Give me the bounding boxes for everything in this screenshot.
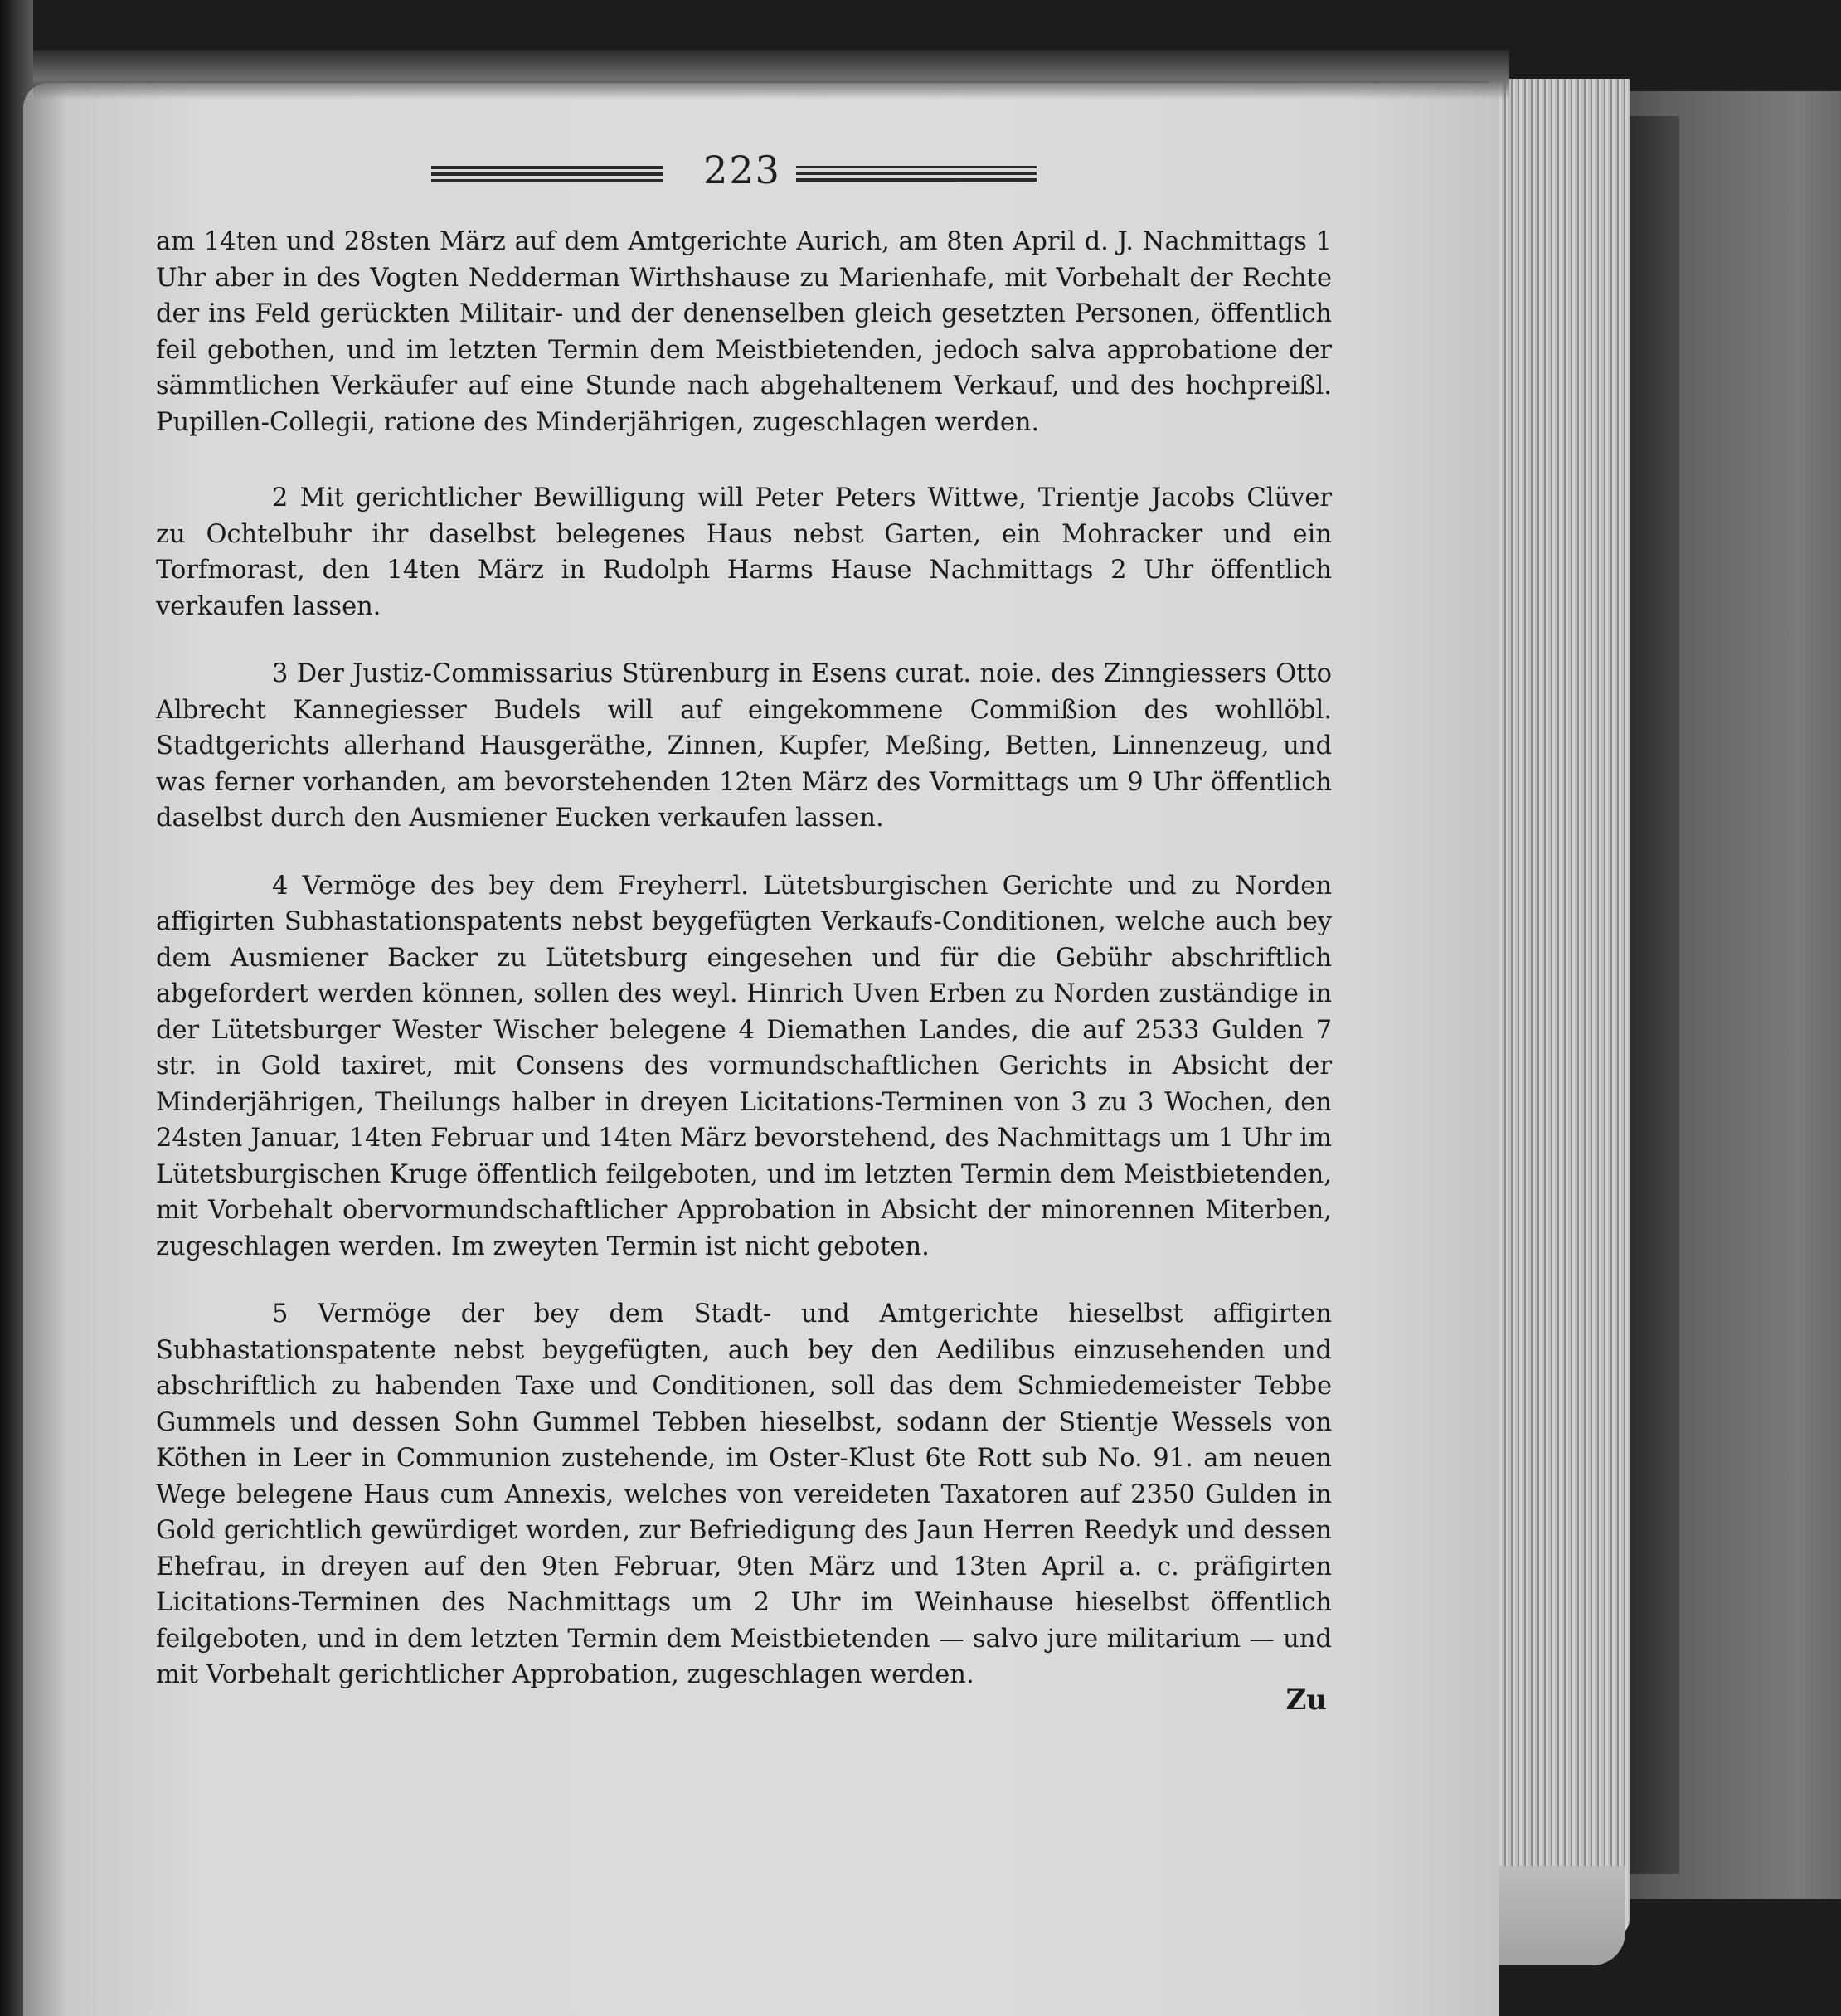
paragraph-4 xyxy=(156,868,1332,1265)
paragraph-2 xyxy=(156,480,1332,624)
paragraph-text: Mit gerichtlicher Bewilligung will Peter Peters Wittwe, Trientje Jacobs Clüver zu Ochtelbuhr ihr daselbst belegenes Haus nebst Garten, ein Mohracker und ein Torfmorast, den 14ten März in Rudolph Harms Hause Nachmittags 2 Uhr öffentlich verkaufen lassen. xyxy=(156,483,1332,621)
header-rule-right xyxy=(796,166,1037,182)
paragraph-text: Der Justiz-Commissarius Stürenburg in Esens curat. noie. des Zinngiessers Otto Albrecht Kannegiesser Budels will auf eingekommene Commißion des wohllöbl. Stadtgerichts allerhand Hausgeräthe, Zinnen, Kupfer, Meßing, Betten, Linnenzeug, und was ferner vorhanden, am bevorstehenden 12ten März des Vormittags um 9 Uhr öffentlich daselbst durch den Ausmiener Eucken verkaufen lassen. xyxy=(156,659,1332,833)
paragraph-number: 3 xyxy=(272,659,289,688)
book-cover-inner xyxy=(1630,116,1679,1874)
paragraph-text: am 14ten und 28sten März auf dem Amtgerichte Aurich, am 8ten April d. J. Nachmittags 1 Uhr aber in des Vogten Nedderman Wirthshause zu Marienhafe, mit Vorbehalt der Rechte der ins Feld gerückten Militair- und der denenselben gleich gesetzten Personen, öffentlich feil gebothen, und im letzten Termin dem Meistbietenden, jedoch salva approbatione der sämmtlichen Verkäufer auf eine Stunde nach abgehaltenem Verkauf, und des hochpreißl. Pupillen-Collegii, ratione des Minderjährigen, zugeschlagen werden. xyxy=(156,227,1332,437)
page-header xyxy=(431,148,1045,197)
page-edges xyxy=(1489,79,1630,1936)
paragraph-number: 5 xyxy=(272,1299,289,1329)
page-number: 223 xyxy=(703,148,781,192)
paragraph-1 xyxy=(156,224,1332,440)
paragraph-3 xyxy=(156,656,1332,837)
paragraph-text: Vermöge des bey dem Freyherrl. Lütetsburgischen Gerichte und zu Norden affigirten Subhastationspatents nebst beygefügten Verkaufs-Conditionen, welche auch bey dem Ausmiener Backer zu Lütetsburg eingesehen und für die Gebühr abschriftlich abgefordert werden können, sollen des weyl. Hinrich Uven Erben zu Norden zuständige in der Lütetsburger Wester Wischer belegene 4 Diemathen Landes, die auf 2533 Gulden 7 str. in Gold taxiret, mit Consens des vormundschaftlichen Gerichts in Absicht der Minderjährigen, Theilungs halber in dreyen Licitations-Terminen von 3 zu 3 Wochen, den 24sten Januar, 14ten Februar und 14ten März bevorstehend, des Nachmittags um 1 Uhr im Lütetsburgischen Kruge öffentlich feilgeboten, und im letzten Termin dem Meistbietenden, mit Vorbehalt obervormundschaftlicher Approbation in Absicht der minorennen Miterben, zugeschlagen werden. Im zweyten Termin ist nicht geboten. xyxy=(156,871,1332,1261)
paragraph-5 xyxy=(156,1296,1332,1693)
page-body xyxy=(156,224,1332,1725)
header-rule-left xyxy=(431,166,663,182)
paragraph-text: Vermöge der bey dem Stadt- und Amtgerichte hieselbst affigirten Subhastationspatente nebst beygefügten, auch bey den Aedilibus einzusehenden und abschriftlich zu habenden Taxe und Conditionen, soll das dem Schmiedemeister Tebbe Gummels und dessen Sohn Gummel Tebben hieselbst, sodann der Stientje Wessels von Köthen in Leer in Communion zustehende, im Oster-Klust 6te Rott sub No. 91. am neuen Wege belegene Haus cum Annexis, welches von vereideten Taxatoren auf 2350 Gulden in Gold gerichtlich gewürdiget worden, zur Befriedigung des Jaun Herren Reedyk und dessen Ehefrau, in dreyen auf den 9ten Februar, 9ten März und 13ten April a. c. präfigirten Licitations-Terminen des Nachmittags um 2 Uhr im Weinhause hieselbst öffentlich feilgeboten, und in dem letzten Termin dem Meistbietenden — salvo jure militarium — und mit Vorbehalt gerichtlicher Approbation, zugeschlagen werden. xyxy=(156,1299,1332,1689)
paragraph-number: 2 xyxy=(272,483,289,513)
paragraph-number: 4 xyxy=(272,871,289,901)
page-top-shadow xyxy=(33,50,1509,100)
catchword: Zu xyxy=(1285,1683,1327,1717)
